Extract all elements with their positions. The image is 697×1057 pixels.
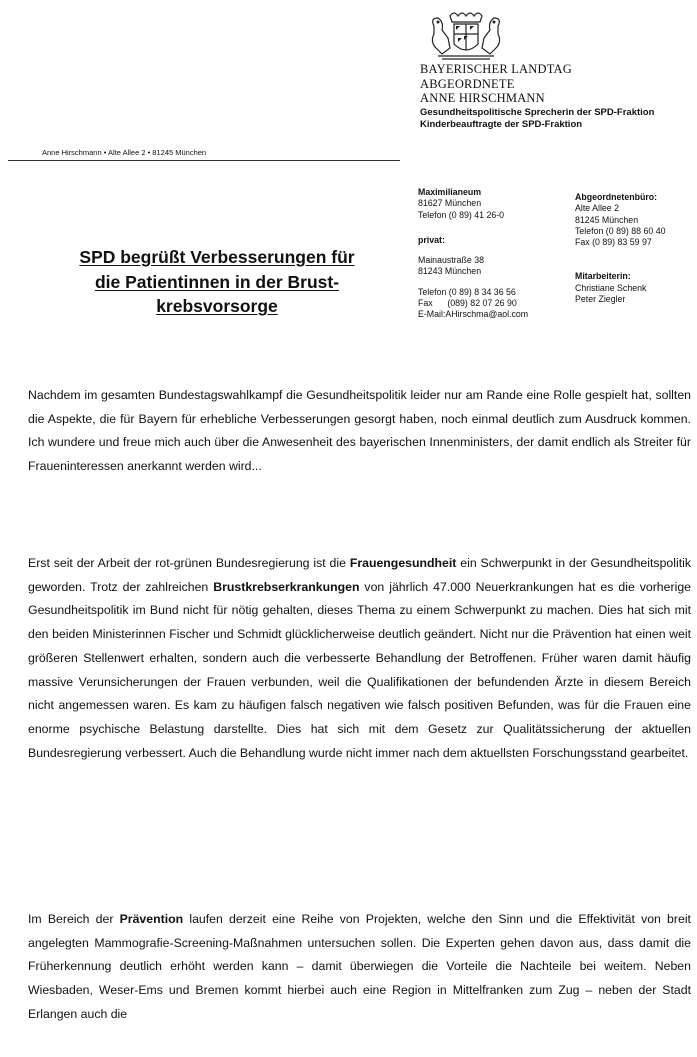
address-line: Telefon (0 89) 8 34 36 56: [418, 286, 516, 297]
sender-return-address: Anne Hirschmann • Alte Allee 2 • 81245 München: [42, 148, 207, 157]
private-label: privat:: [418, 234, 445, 245]
bavarian-crest-icon: [420, 8, 512, 62]
address-line: Fax (0 89) 83 59 97: [575, 237, 652, 248]
address-line: Alte Allee 2: [575, 203, 620, 214]
headline: [28, 245, 406, 319]
emphasis: Frauengesundheit: [349, 556, 457, 570]
text-run: von jährlich 47.000 Neuerkrankungen hat es die vorherige Gesundheitspolitik im Bund nicht für nötig gehalten, dieses Thema zu einem Schwerpunkt zu machen. Dies hat sich mit den beiden Ministerinnen Fischer und Schmidt glücklicherweise deutlich geändert. Nicht nur die Prävention hat einen weit größeren Stellenwert erhalten, sondern auch die verbesserte Behandlung der Betroffenen. Früher waren damit häufig massive Verunsicherungen der Frauen verbunden, weil die Qualifikationen der befundenden Ärzte in diesem Bereich nicht angemessen waren. Es kam zu häufigen falsch negativen wie falsch positiven Befunden, was für die Frauen eine enorme psychische Belastung darstellte. Dies hat sich mit dem Gesetz zur Qualitätssicherung der aktuellen Bundesregierung verbessert. Auch die Behandlung wurde nicht immer nach dem aktuellsten Forschungsstand gearbeitet.: [28, 579, 691, 760]
sender-divider: [8, 160, 400, 161]
address-block-left: [418, 187, 568, 321]
text-run: Im Bereich der: [28, 912, 120, 926]
org-line-3: ANNE HIRSCHMANN: [420, 91, 545, 105]
email-line: E-Mail:AHirschma@aol.com: [418, 309, 529, 320]
organization-name: [420, 62, 690, 106]
role-1: Gesundheitspolitische Sprecherin der SPD-Fraktion: [420, 107, 655, 118]
staff-name: Christiane Schenk: [575, 282, 647, 293]
address-line: Telefon (0 89) 88 60 40: [575, 225, 666, 236]
staff-name: Peter Ziegler: [575, 294, 626, 305]
staff-label: Mitarbeiterin:: [575, 271, 631, 282]
address-line: 81627 München: [418, 198, 482, 209]
org-line-2: ABGEORDNETE: [420, 76, 515, 91]
address-line: Maximilianeum: [418, 187, 482, 197]
text-run: laufen derzeit eine Reihe von Projekten, welche den Sinn und die Effektivität von breit angelegten Mammografie-Screening-Maßnahmen untersuchen sollen. Die Experten gehen davon aus, dass damit die Früherkennung deutlich erhöht werden kann – damit überwiegen die Vorteile die Nachteile bei weitem. Neben Wiesbaden, Weser-Ems und Bremen kommt hierbei auch eine Region in Mittelfranken zum Zug – neben der Stadt Erlangen auch die: [28, 912, 691, 1021]
headline-line: SPD begrüßt Verbesserungen für: [79, 247, 355, 267]
role-2: Kinderbeauftragte der SPD-Fraktion: [420, 119, 583, 130]
address-line: Mainaustraße 38: [418, 255, 485, 266]
emphasis: Prävention: [119, 912, 184, 926]
address-line: Telefon (0 89) 41 26-0: [418, 209, 505, 220]
paragraph-2: [28, 552, 691, 765]
address-line: 81243 München: [418, 266, 482, 277]
headline-line: die Patientinnen in der Brust-: [94, 271, 340, 292]
address-block-right: [575, 192, 695, 305]
emphasis: Brustkrebserkrankungen: [213, 579, 360, 594]
address-line: Fax (089) 82 07 26 90: [418, 298, 517, 309]
text-run: ein Schwerpunkt in der Gesundheitspolitik geworden. Trotz der zahlreichen: [28, 556, 692, 594]
paragraph-1: Nachdem im gesamten Bundestagswahlkampf die Gesundheitspolitik leider nur am Rande eine Rolle gespielt hat, sollten die Aspekte, die für Bayern für erhebliche Verbesserungen gesorgt haben, noch einmal deutlich zum Ausdruck kommen. Ich wundere und freue mich auch über die Anwesenheit des bayerischen Innenministers, der damit endlich als Streiter für Fraueninteressen anerkannt werden wird...: [28, 388, 691, 474]
text-run: Erst seit der Arbeit der rot-grünen Bundesregierung ist die: [28, 556, 350, 570]
office-label: Abgeordnetenbüro:: [575, 192, 658, 202]
address-line: 81245 München: [575, 214, 639, 225]
headline-line: krebsvorsorge: [156, 296, 278, 316]
paragraph-3: [28, 908, 691, 1027]
org-line-1: BAYERISCHER LANDTAG: [420, 62, 572, 76]
role-lines: [420, 107, 695, 131]
